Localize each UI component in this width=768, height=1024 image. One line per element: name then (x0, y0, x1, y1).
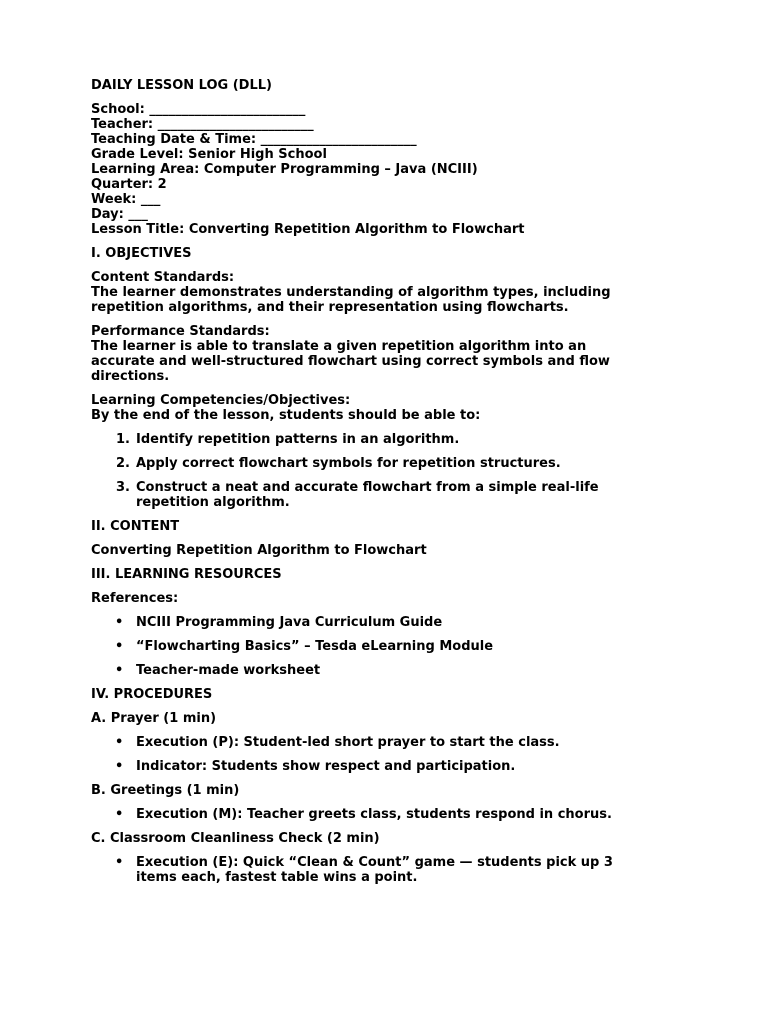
teaching-date-field: Teaching Date & Time: ________________________ (91, 132, 417, 147)
content-standards-label: Content Standards: (91, 270, 235, 285)
list-item-text: “Flowcharting Basics” – Tesda eLearning Module (136, 639, 494, 654)
list-item-text: items each, fastest table wins a point. (136, 870, 418, 885)
resources-heading: III. LEARNING RESOURCES (91, 567, 282, 582)
bullet-icon: • (115, 615, 124, 630)
bullet-icon: • (115, 855, 124, 870)
competencies-label: Learning Competencies/Objectives: (91, 393, 351, 408)
learning-area: Learning Area: Computer Programming – Java (NCIII) (91, 162, 478, 177)
procedure-title: A. Prayer (1 min) (91, 711, 217, 726)
bullet-icon: • (115, 663, 124, 678)
objectives-heading: I. OBJECTIVES (91, 246, 192, 261)
content-heading: II. CONTENT (91, 519, 180, 534)
list-number: 3. (116, 480, 130, 495)
list-item-text: Teacher-made worksheet (136, 663, 321, 678)
bullet-icon: • (115, 639, 124, 654)
list-item (91, 480, 691, 510)
bullet-icon: • (115, 807, 124, 822)
list-item-text: Construct a neat and accurate flowchart from a simple real-life (136, 480, 599, 495)
performance-standards-text: The learner is able to translate a given repetition algorithm into an (91, 339, 587, 354)
lesson-title: Lesson Title: Converting Repetition Algorithm to Flowchart (91, 222, 525, 237)
performance-standards-text: accurate and well-structured flowchart using correct symbols and flow (91, 354, 610, 369)
content-standards-text: repetition algorithms, and their representation using flowcharts. (91, 300, 569, 315)
objectives-list (91, 432, 691, 510)
procedure-list (91, 735, 691, 774)
bullet-icon: • (115, 735, 124, 750)
list-item-text: Execution (M): Teacher greets class, students respond in chorus. (136, 807, 612, 822)
procedure-list (91, 807, 691, 822)
performance-standards-label: Performance Standards: (91, 324, 270, 339)
lesson-log (91, 78, 691, 885)
procedures-heading: IV. PROCEDURES (91, 687, 213, 702)
content-standards (91, 270, 691, 315)
bullet-icon: • (115, 759, 124, 774)
performance-standards-text: directions. (91, 369, 170, 384)
list-item (91, 855, 691, 885)
list-item-text: NCIII Programming Java Curriculum Guide (136, 615, 443, 630)
list-number: 2. (116, 456, 130, 471)
school-field: School: ________________________ (91, 102, 306, 117)
competencies-intro: By the end of the lesson, students should be able to: (91, 408, 481, 423)
list-number: 1. (116, 432, 130, 447)
list-item (91, 663, 691, 678)
document-title: DAILY LESSON LOG (DLL) (91, 78, 272, 93)
competencies (91, 393, 691, 423)
procedure-list (91, 855, 691, 885)
performance-standards (91, 324, 691, 384)
day-field: Day: ___ (91, 207, 148, 222)
procedure-title: B. Greetings (1 min) (91, 783, 240, 798)
header-info (91, 102, 691, 237)
list-item-text: Execution (E): Quick “Clean & Count” game — students pick up 3 (136, 855, 613, 870)
list-item (91, 759, 691, 774)
list-item-text: Identify repetition patterns in an algorithm. (136, 432, 460, 447)
list-item (91, 735, 691, 750)
list-item-text: Apply correct flowchart symbols for repetition structures. (136, 456, 561, 471)
list-item (91, 615, 691, 630)
content-standards-text: The learner demonstrates understanding of algorithm types, including (91, 285, 611, 300)
references-list (91, 615, 691, 678)
list-item (91, 432, 691, 447)
list-item (91, 639, 691, 654)
teacher-field: Teacher: ________________________ (91, 117, 314, 132)
list-item-text: Indicator: Students show respect and participation. (136, 759, 516, 774)
quarter: Quarter: 2 (91, 177, 167, 192)
content-text: Converting Repetition Algorithm to Flowchart (91, 543, 427, 558)
procedure-title: C. Classroom Cleanliness Check (2 min) (91, 831, 380, 846)
list-item (91, 456, 691, 471)
list-item-text: Execution (P): Student-led short prayer to start the class. (136, 735, 560, 750)
list-item-text: repetition algorithm. (136, 495, 290, 510)
references-label: References: (91, 591, 179, 606)
list-item (91, 807, 691, 822)
grade-level: Grade Level: Senior High School (91, 147, 327, 162)
week-field: Week: ___ (91, 192, 161, 207)
